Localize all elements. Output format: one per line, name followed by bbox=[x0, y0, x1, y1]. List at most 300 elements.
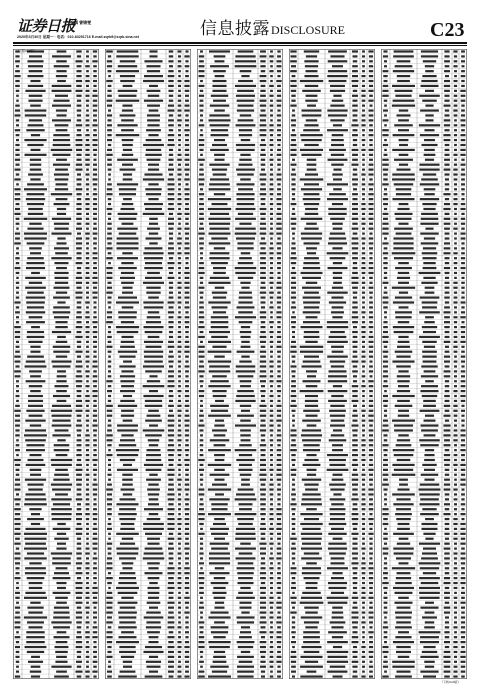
table-cell-text bbox=[85, 65, 89, 67]
table-cell-text bbox=[93, 149, 97, 151]
table-cell-text bbox=[454, 70, 457, 72]
table-cell-text bbox=[421, 375, 438, 377]
table-cell-text bbox=[443, 424, 450, 426]
table-cell-text bbox=[144, 267, 162, 269]
table-cell-text bbox=[362, 80, 365, 82]
table-cell-text bbox=[260, 469, 266, 471]
table-cell-text bbox=[185, 292, 190, 294]
table-cell-text bbox=[55, 661, 67, 663]
table-cell-text bbox=[424, 454, 434, 456]
table-cell-text bbox=[210, 528, 229, 530]
table-cell-text bbox=[15, 129, 20, 131]
table-cell-text bbox=[260, 114, 267, 116]
table-cell-text bbox=[260, 380, 266, 382]
table-cell-text bbox=[353, 292, 358, 294]
table-cell-text bbox=[86, 114, 89, 116]
table-cell-text bbox=[395, 213, 413, 215]
table-cell-text bbox=[30, 178, 40, 180]
table-cell-text bbox=[77, 557, 82, 559]
table-cell-text bbox=[178, 331, 181, 333]
table-cell-text bbox=[396, 621, 411, 623]
table-cell-text bbox=[362, 336, 366, 338]
table-cell-text bbox=[185, 346, 190, 348]
table-cell-text bbox=[444, 641, 450, 643]
table-cell-text bbox=[55, 326, 67, 328]
table-cell-text bbox=[93, 341, 97, 343]
table-cell-text bbox=[270, 503, 273, 505]
table-cell-text bbox=[461, 109, 465, 111]
table-cell-text bbox=[149, 85, 158, 87]
table-cell-text bbox=[200, 405, 203, 407]
table-cell-text bbox=[461, 365, 464, 367]
table-cell-text bbox=[168, 370, 174, 372]
table-cell-text bbox=[277, 282, 282, 284]
table-cell-text bbox=[328, 70, 347, 72]
table-cell-text bbox=[422, 351, 437, 353]
table-cell-text bbox=[302, 493, 320, 495]
table-cell-text bbox=[384, 346, 388, 348]
table-cell-text bbox=[185, 95, 189, 97]
table-cell-text bbox=[178, 316, 182, 318]
table-cell-text bbox=[444, 164, 449, 166]
table-cell-text bbox=[146, 479, 161, 481]
table-cell-text bbox=[122, 292, 133, 294]
table-cell-text bbox=[361, 208, 365, 210]
table-cell-text bbox=[383, 178, 387, 180]
table-cell-text bbox=[77, 493, 82, 495]
table-cell-text bbox=[423, 208, 435, 210]
table-cell-text bbox=[240, 70, 252, 72]
table-cell-text bbox=[353, 55, 358, 57]
table-cell-text bbox=[393, 533, 414, 535]
table-cell-text bbox=[260, 134, 267, 136]
table-cell-text bbox=[16, 296, 19, 298]
table-cell-text bbox=[292, 488, 296, 490]
table-cell-text bbox=[199, 671, 205, 673]
table-cell-text bbox=[260, 488, 266, 490]
table-cell-text bbox=[277, 169, 280, 171]
table-cell-text bbox=[178, 602, 181, 604]
table-cell-text bbox=[260, 641, 267, 643]
table-cell-text bbox=[14, 498, 20, 500]
table-cell-text bbox=[392, 666, 414, 668]
table-cell-text bbox=[211, 95, 228, 97]
table-cell-text bbox=[421, 282, 437, 284]
table-cell-text bbox=[362, 464, 365, 466]
table-cell-text bbox=[353, 356, 358, 358]
table-cell-text bbox=[270, 341, 274, 343]
table-cell-text bbox=[16, 292, 19, 294]
table-cell-text bbox=[290, 149, 296, 151]
table-cell-text bbox=[444, 666, 450, 668]
table-cell-text bbox=[93, 316, 97, 318]
dateline: 2020年3月30日 星期一 · 电话：010-83251716 E-mail:zqrb9@zqrb.sina.net bbox=[17, 35, 139, 39]
table-cell-text bbox=[120, 169, 136, 171]
table-cell-text bbox=[277, 646, 281, 648]
table-cell-text bbox=[292, 331, 295, 333]
table-cell-text bbox=[208, 415, 231, 417]
table-cell-text bbox=[16, 218, 20, 220]
table-cell-text bbox=[422, 257, 436, 259]
table-cell-text bbox=[352, 641, 359, 643]
table-cell-text bbox=[15, 60, 20, 62]
table-cell-text bbox=[149, 242, 157, 244]
table-cell-text bbox=[361, 444, 365, 446]
table-cell-text bbox=[121, 341, 135, 343]
table-cell-text bbox=[209, 119, 231, 121]
table-cell-text bbox=[270, 429, 274, 431]
table-cell-text bbox=[352, 547, 357, 549]
table-cell-text bbox=[144, 464, 163, 466]
table-cell-text bbox=[147, 90, 161, 92]
table-cell-text bbox=[277, 154, 282, 156]
table-cell-text bbox=[28, 395, 43, 397]
table-cell-text bbox=[211, 503, 227, 505]
table-cell-text bbox=[330, 90, 345, 92]
table-cell-text bbox=[425, 292, 435, 294]
table-cell-text bbox=[291, 90, 296, 92]
table-cell-text bbox=[260, 621, 267, 623]
table-cell-text bbox=[92, 459, 97, 461]
table-cell-text bbox=[92, 277, 97, 279]
table-cell-text bbox=[277, 459, 282, 461]
table-cell-text bbox=[362, 671, 365, 673]
table-cell-text bbox=[208, 282, 230, 284]
table-cell-text bbox=[24, 218, 47, 220]
table-cell-text bbox=[260, 365, 267, 367]
table-cell-text bbox=[107, 60, 112, 62]
table-cell-text bbox=[260, 597, 266, 599]
table-cell-text bbox=[396, 557, 411, 559]
table-cell-text bbox=[277, 439, 281, 441]
table-column-3-grid bbox=[197, 49, 283, 679]
table-cell-text bbox=[461, 124, 466, 126]
table-cell-text bbox=[305, 415, 317, 417]
table-cell-text bbox=[420, 656, 438, 658]
table-cell-text bbox=[383, 621, 387, 623]
table-cell-text bbox=[27, 577, 45, 579]
table-cell-text bbox=[362, 375, 366, 377]
table-cell-text bbox=[270, 198, 273, 200]
table-cell-text bbox=[118, 90, 138, 92]
table-cell-text bbox=[28, 400, 43, 402]
table-cell-text bbox=[24, 533, 47, 535]
table-cell-text bbox=[277, 351, 281, 353]
table-cell-text bbox=[238, 311, 252, 313]
table-cell-text bbox=[56, 656, 67, 658]
table-cell-text bbox=[185, 341, 189, 343]
table-cell-text bbox=[368, 488, 373, 490]
table-cell-text bbox=[211, 547, 228, 549]
table-cell-text bbox=[384, 237, 387, 239]
table-cell-text bbox=[52, 105, 71, 107]
table-cell-text bbox=[56, 159, 67, 161]
table-cell-text bbox=[384, 80, 388, 82]
table-cell-text bbox=[107, 100, 113, 102]
table-cell-text bbox=[51, 459, 73, 461]
table-cell-text bbox=[51, 498, 71, 500]
table-cell-text bbox=[301, 538, 321, 540]
table-cell-text bbox=[24, 139, 46, 141]
table-cell-text bbox=[260, 100, 267, 102]
table-cell-text bbox=[76, 646, 83, 648]
table-cell-text bbox=[292, 311, 294, 313]
table-cell-text bbox=[444, 370, 451, 372]
table-cell-text bbox=[209, 257, 229, 259]
table-cell-text bbox=[53, 144, 71, 146]
table-cell-text bbox=[306, 70, 318, 72]
table-cell-text bbox=[93, 626, 98, 628]
table-cell-text bbox=[57, 213, 66, 215]
table-cell-text bbox=[76, 518, 82, 520]
table-cell-text bbox=[302, 567, 321, 569]
table-cell-text bbox=[460, 316, 465, 318]
table-cell-text bbox=[270, 582, 273, 584]
table-cell-text bbox=[168, 169, 174, 171]
table-cell-text bbox=[422, 341, 436, 343]
table-cell-text bbox=[93, 218, 97, 220]
table-cell-text bbox=[269, 321, 273, 323]
table-cell-text bbox=[454, 262, 458, 264]
table-cell-text bbox=[15, 55, 19, 57]
table-cell-text bbox=[307, 159, 317, 161]
table-cell-text bbox=[178, 360, 181, 362]
table-cell-text bbox=[122, 139, 134, 141]
table-cell-text bbox=[303, 262, 319, 264]
table-cell-text bbox=[383, 356, 388, 358]
table-cell-text bbox=[168, 223, 174, 225]
table-cell-text bbox=[54, 316, 69, 318]
table-cell-text bbox=[352, 287, 358, 289]
table-cell-text bbox=[185, 405, 190, 407]
table-cell-text bbox=[53, 616, 70, 618]
table-cell-text bbox=[27, 203, 44, 205]
table-cell-text bbox=[16, 306, 19, 308]
table-cell-text bbox=[106, 656, 112, 658]
table-cell-text bbox=[362, 631, 365, 633]
table-cell-text bbox=[185, 424, 190, 426]
table-cell-text bbox=[93, 296, 98, 298]
table-cell-text bbox=[106, 631, 112, 633]
table-cell-text bbox=[76, 410, 83, 412]
table-cell-text bbox=[198, 370, 204, 372]
table-cell-text bbox=[145, 277, 162, 279]
table-cell-text bbox=[353, 380, 357, 382]
table-cell-text bbox=[145, 188, 161, 190]
table-cell-text bbox=[178, 577, 182, 579]
table-cell-text bbox=[86, 375, 89, 377]
table-cell-text bbox=[108, 365, 111, 367]
table-cell-text bbox=[146, 321, 161, 323]
table-cell-text bbox=[369, 479, 373, 481]
table-cell-text bbox=[147, 538, 160, 540]
table-cell-text bbox=[277, 449, 282, 451]
table-cell-text bbox=[76, 95, 81, 97]
table-cell-text bbox=[461, 336, 465, 338]
table-cell-text bbox=[169, 272, 173, 274]
table-cell-text bbox=[31, 351, 41, 353]
table-cell-text bbox=[86, 577, 89, 579]
table-cell-text bbox=[260, 232, 267, 234]
table-cell-text bbox=[92, 95, 97, 97]
table-cell-text bbox=[424, 321, 434, 323]
table-cell-text bbox=[86, 508, 90, 510]
table-cell-text bbox=[368, 415, 373, 417]
table-cell-text bbox=[168, 582, 174, 584]
table-cell-text bbox=[149, 513, 159, 515]
table-cell-text bbox=[291, 124, 296, 126]
table-cell-text bbox=[422, 203, 436, 205]
table-cell-text bbox=[306, 223, 317, 225]
table-cell-text bbox=[76, 188, 83, 190]
table-cell-text bbox=[93, 395, 98, 397]
table-cell-text bbox=[422, 508, 436, 510]
table-cell-text bbox=[270, 651, 274, 653]
table-cell-text bbox=[270, 395, 274, 397]
table-cell-text bbox=[52, 331, 71, 333]
table-cell-text bbox=[444, 228, 450, 230]
table-cell-text bbox=[168, 611, 173, 613]
table-cell-text bbox=[461, 301, 466, 303]
table-cell-text bbox=[56, 390, 67, 392]
table-cell-text bbox=[168, 75, 175, 77]
table-cell-text bbox=[121, 262, 133, 264]
table-cell-text bbox=[307, 105, 316, 107]
table-cell-text bbox=[260, 528, 266, 530]
table-cell-text bbox=[444, 415, 451, 417]
table-cell-text bbox=[328, 213, 346, 215]
table-cell-text bbox=[31, 326, 40, 328]
table-cell-text bbox=[384, 503, 387, 505]
table-cell-text bbox=[305, 661, 318, 663]
table-cell-text bbox=[184, 351, 189, 353]
table-cell-text bbox=[200, 154, 203, 156]
table-cell-text bbox=[107, 410, 113, 412]
table-cell-text bbox=[178, 592, 181, 594]
table-cell-text bbox=[178, 85, 181, 87]
table-cell-text bbox=[16, 661, 19, 663]
table-cell-text bbox=[461, 498, 464, 500]
table-cell-text bbox=[168, 405, 174, 407]
table-cell-text bbox=[200, 538, 203, 540]
page-number: C23 bbox=[430, 19, 465, 41]
table-cell-text bbox=[332, 203, 343, 205]
table-cell-text bbox=[169, 292, 173, 294]
table-cell-text bbox=[168, 109, 175, 111]
table-cell-text bbox=[76, 237, 82, 239]
table-cell-text bbox=[200, 247, 204, 249]
table-cell-text bbox=[369, 646, 373, 648]
table-cell-text bbox=[29, 55, 42, 57]
table-cell-text bbox=[291, 365, 297, 367]
table-cell-text bbox=[383, 326, 388, 328]
table-cell-text bbox=[16, 493, 19, 495]
table-cell-text bbox=[444, 90, 450, 92]
table-cell-text bbox=[107, 547, 111, 549]
table-cell-text bbox=[199, 508, 204, 510]
table-cell-text bbox=[333, 429, 342, 431]
table-cell-text bbox=[352, 198, 357, 200]
table-cell-text bbox=[26, 380, 46, 382]
table-cell-text bbox=[185, 464, 190, 466]
table-cell-text bbox=[178, 55, 181, 57]
table-cell-text bbox=[270, 469, 274, 471]
table-cell-text bbox=[116, 242, 138, 244]
table-cell-text bbox=[77, 607, 82, 609]
table-cell-text bbox=[368, 173, 373, 175]
table-cell-text bbox=[235, 228, 255, 230]
table-cell-text bbox=[28, 124, 44, 126]
table-cell-text bbox=[352, 183, 357, 185]
table-cell-text bbox=[56, 198, 68, 200]
table-cell-text bbox=[445, 277, 449, 279]
table-cell-text bbox=[108, 552, 112, 554]
table-cell-text bbox=[239, 164, 253, 166]
table-cell-text bbox=[361, 267, 365, 269]
table-cell-text bbox=[145, 405, 163, 407]
table-cell-text bbox=[362, 105, 365, 107]
table-cell-text bbox=[277, 134, 281, 136]
table-cell-text bbox=[384, 188, 387, 190]
table-cell-text bbox=[93, 262, 97, 264]
table-cell-text bbox=[306, 508, 317, 510]
table-cell-text bbox=[424, 469, 435, 471]
table-cell-text bbox=[168, 626, 175, 628]
table-cell-text bbox=[302, 420, 321, 422]
table-cell-text bbox=[353, 656, 358, 658]
table-cell-text bbox=[53, 611, 69, 613]
table-cell-text bbox=[210, 65, 229, 67]
table-cell-text bbox=[424, 193, 434, 195]
table-cell-text bbox=[461, 370, 466, 372]
table-cell-text bbox=[419, 439, 440, 441]
table-cell-text bbox=[146, 193, 161, 195]
table-cell-text bbox=[55, 262, 69, 264]
table-cell-text bbox=[383, 351, 389, 353]
table-cell-text bbox=[16, 95, 19, 97]
table-cell-text bbox=[200, 341, 203, 343]
table-cell-text bbox=[444, 242, 450, 244]
table-cell-text bbox=[260, 173, 267, 175]
table-cell-text bbox=[200, 449, 203, 451]
table-cell-text bbox=[300, 675, 322, 677]
table-cell-text bbox=[199, 95, 204, 97]
table-cell-text bbox=[239, 503, 253, 505]
table-cell-text bbox=[454, 326, 457, 328]
table-cell-text bbox=[235, 513, 257, 515]
table-cell-text bbox=[51, 666, 71, 668]
table-cell-text bbox=[85, 621, 89, 623]
table-cell-text bbox=[119, 508, 136, 510]
table-cell-text bbox=[29, 370, 42, 372]
table-cell-text bbox=[292, 237, 294, 239]
table-cell-text bbox=[238, 277, 253, 279]
table-cell-text bbox=[178, 636, 181, 638]
table-cell-text bbox=[86, 474, 90, 476]
table-cell-text bbox=[362, 611, 366, 613]
table-cell-text bbox=[397, 75, 410, 77]
table-cell-text bbox=[368, 533, 373, 535]
table-cell-text bbox=[292, 178, 296, 180]
table-cell-text bbox=[86, 105, 89, 107]
table-cell-text bbox=[93, 203, 97, 205]
table-cell-text bbox=[260, 498, 266, 500]
table-cell-text bbox=[261, 484, 266, 486]
table-cell-text bbox=[260, 119, 266, 121]
table-cell-text bbox=[185, 631, 189, 633]
table-cell-text bbox=[277, 395, 280, 397]
table-cell-text bbox=[210, 213, 229, 215]
